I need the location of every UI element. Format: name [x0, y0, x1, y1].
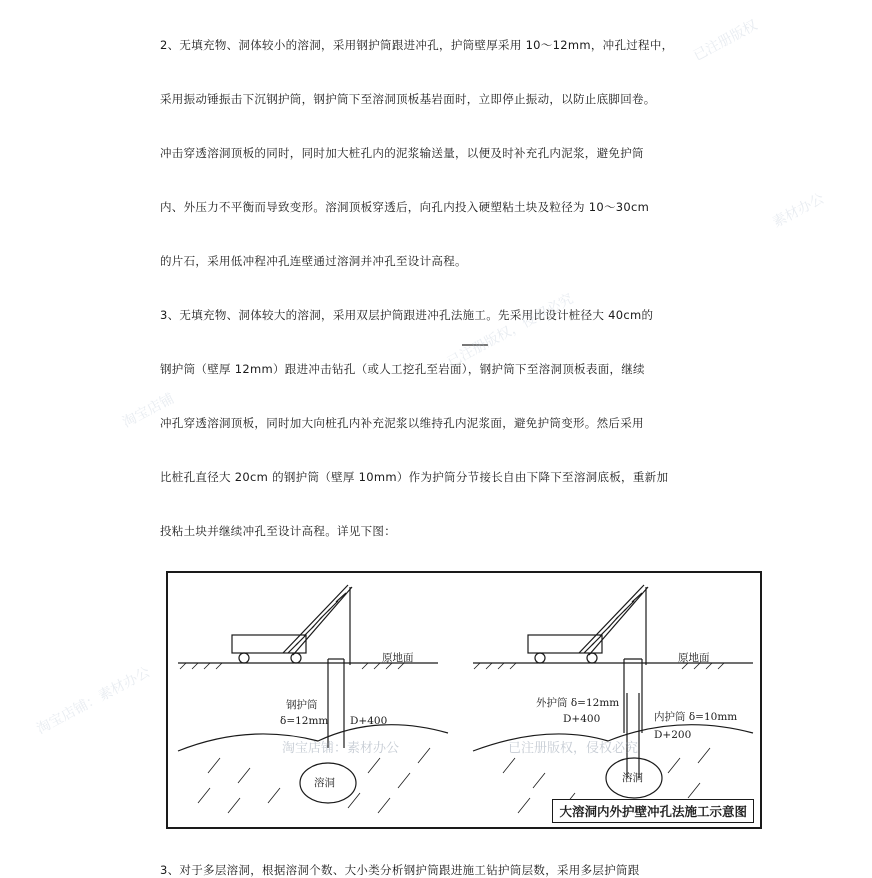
right-ground-label: 原地面	[678, 652, 710, 664]
right-inner-depth-label: D+200	[654, 729, 692, 741]
text-line-cutoff: 3、对于多层溶洞，根据溶洞个数、大小类分析钢护筒跟进施工钻护筒层数，采用多层护筒跟	[160, 863, 640, 877]
watermark-text: 已注册版权，侵权必究	[444, 290, 577, 371]
text-line: 的片石，采用低冲程冲孔连壁通过溶洞并冲孔至设计高程。	[160, 254, 467, 268]
left-ground-label: 原地面	[382, 652, 414, 664]
text-line: 投粘土块并继续冲孔至设计高程。详见下图：	[160, 524, 396, 538]
text-line: 钢护筒（壁厚 12mm）跟进冲击钻孔（或人工挖孔至岩面），钢护筒下至溶洞顶板表面，继续	[160, 362, 645, 376]
page-divider-mark	[462, 344, 488, 346]
text-line: 3、无填充物、洞体较大的溶洞，采用双层护筒跟进冲孔法施工。先采用比设计桩径大 40cm的	[160, 308, 654, 322]
right-cave-label: 溶洞	[622, 772, 643, 784]
construction-diagram	[166, 571, 762, 829]
diagram-drawing	[168, 573, 764, 831]
right-inner-casing-label: 内护筒 δ=10mm	[654, 711, 738, 723]
right-outer-depth-label: D+400	[563, 713, 601, 725]
figure-caption: 大溶洞内外护壁冲孔法施工示意图	[552, 799, 754, 823]
right-outer-casing-label: 外护筒 δ=12mm	[536, 697, 620, 709]
watermark-text: 淘宝店铺：素材办公	[34, 664, 153, 738]
text-line: 冲击穿透溶洞顶板的同时，同时加大桩孔内的泥浆输送量，以便及时补充孔内泥浆，避免护筒	[160, 146, 644, 160]
left-depth-label: D+400	[350, 715, 388, 727]
watermark-text: 已注册版权，侵权必究	[508, 741, 639, 756]
watermark-text: 淘宝店铺：素材办公	[282, 741, 400, 756]
watermark-text: 已注册版权	[690, 17, 761, 65]
watermark-text: 素材办公	[769, 190, 827, 232]
left-thickness-label: δ=12mm	[280, 715, 329, 727]
text-line: 内、外压力不平衡而导致变形。溶洞顶板穿透后，向孔内投入硬塑粘土块及粒径为 10～30cm	[160, 200, 650, 214]
left-cave-label: 溶洞	[314, 777, 335, 789]
left-casing-label: 钢护筒	[286, 699, 318, 711]
text-line: 2、无填充物、洞体较小的溶洞，采用钢护筒跟进冲孔，护筒壁厚采用 10～12mm，冲孔过程中，	[160, 38, 674, 52]
watermark-text: 淘宝店铺	[119, 390, 177, 432]
text-line: 比桩孔直径大 20cm 的钢护筒（壁厚 10mm）作为护筒分节接长自由下降下至溶洞底板，重新加	[160, 470, 669, 484]
text-line: 冲孔穿透溶洞顶板，同时加大向桩孔内补充泥浆以维持孔内泥浆面，避免护筒变形。然后采用	[160, 416, 644, 430]
text-line: 采用振动锤振击下沉钢护筒，钢护筒下至溶洞顶板基岩面时，立即停止振动，以防止底脚回卷。	[160, 92, 656, 106]
